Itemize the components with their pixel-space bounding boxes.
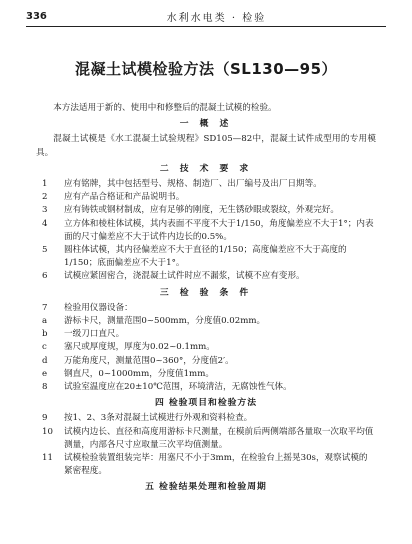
item-text: 钢直尺，0~1000mm，分度值1mm。	[64, 368, 214, 379]
item-text: 试模应紧固密合，浇混凝土试件时应不漏浆，试模不应有变形。	[64, 271, 305, 282]
list-item	[36, 204, 376, 217]
item-text: 检验用仪器设备：	[64, 302, 133, 313]
list-item	[36, 452, 376, 478]
running-title: 水利水电类 · 检验	[166, 12, 267, 24]
list-item	[36, 341, 376, 354]
item-text: 试验室温度应在20±10℃范围，环境清洁，无腐蚀性气体。	[64, 382, 292, 393]
item-text: 试模检验装置组装完毕：用塞尺不小于3mm，在检验台上摇晃30s，观察试模的紧密程度。	[64, 453, 368, 477]
item-text: 一级刀口直尺。	[64, 329, 125, 340]
section-heading-test-items-methods: 四 检验项目和检验方法	[154, 398, 258, 409]
item-text: 应有铭牌，其中包括型号、规格、制造厂、出厂编号及出厂日期等。	[64, 179, 322, 190]
section-heading-technical-requirements: 二 技 术 要 求	[159, 163, 253, 174]
list-item	[36, 244, 376, 270]
item-number: 10	[42, 426, 53, 437]
item-text: 应有铸铁或钢材制成，应有足够的刚度，无生锈砂眼或裂纹，外观完好。	[64, 205, 340, 216]
list-item	[36, 426, 376, 452]
item-text: 万能角度尺，测量范围0~360°，分度值2′。	[64, 355, 234, 366]
item-text: 游标卡尺，测量范围0~500mm，分度值0.02mm。	[64, 316, 266, 327]
running-header	[26, 6, 386, 27]
list-item	[36, 368, 376, 381]
list-item	[36, 191, 376, 204]
item-number: 8	[42, 382, 48, 393]
item-text: 塞尺或厚度规，厚度为0.02~0.1mm。	[64, 342, 215, 353]
item-number: 3	[42, 205, 48, 216]
item-number: 7	[42, 302, 48, 313]
item-number: b	[42, 329, 48, 340]
item-number: 2	[42, 192, 48, 203]
list-item	[36, 270, 376, 283]
page-number: 336	[26, 10, 47, 22]
overview-paragraph: 混凝土试模是《水工混凝土试验规程》SD105—82中，混凝土试件成型用的专用模具。	[36, 134, 376, 158]
item-number: 4	[42, 218, 48, 229]
list-item	[36, 355, 376, 368]
item-text: 应有产品合格证和产品说明书。	[64, 192, 185, 203]
list-item	[36, 302, 376, 315]
item-number: d	[42, 355, 48, 366]
item-text: 立方体和棱柱体试模，其内表面不平度不大于1/150，角度偏差应不大于1°；内表面的尺寸偏差应不大于试件内边长的0.5%。	[64, 218, 374, 242]
list-item	[36, 178, 376, 191]
list-item	[36, 412, 376, 425]
item-number: c	[42, 342, 47, 353]
item-number: 9	[42, 413, 48, 424]
list-item	[36, 328, 376, 341]
item-number: 5	[42, 245, 48, 256]
item-number: a	[42, 316, 48, 327]
item-number: 6	[42, 271, 48, 282]
item-number: 11	[42, 453, 53, 464]
document-title: 混凝土试模检验方法（SL130—95）	[74, 60, 338, 78]
section-heading-overview: 一 概 述	[179, 119, 233, 130]
intro-paragraph: 本方法适用于新的、使用中和修整后的混凝土试模的检验。	[53, 103, 277, 113]
item-number: 1	[42, 179, 48, 190]
list-item	[36, 218, 376, 244]
list-item	[36, 381, 376, 394]
item-text: 试模内边长、直径和高度用游标卡尺测量，在模前后两侧端部各量取一次取平均值测量，内部各尺寸应取量三次平均值测量。	[64, 426, 374, 450]
section-heading-test-conditions: 三 检 验 条 件	[159, 287, 253, 298]
section-heading-results-and-period: 五 检验结果处理和检验周期	[145, 482, 267, 493]
item-text: 圆柱体试模，其内径偏差应不大于直径的1/150；高度偏差应不大于高度的1/150；底面偏差应不大于1°。	[64, 245, 347, 269]
list-item	[36, 315, 376, 328]
item-text: 按1、2、3条对混凝土试模进行外观和资料检查。	[64, 413, 253, 424]
document-body	[36, 102, 376, 497]
item-number: e	[42, 368, 48, 379]
